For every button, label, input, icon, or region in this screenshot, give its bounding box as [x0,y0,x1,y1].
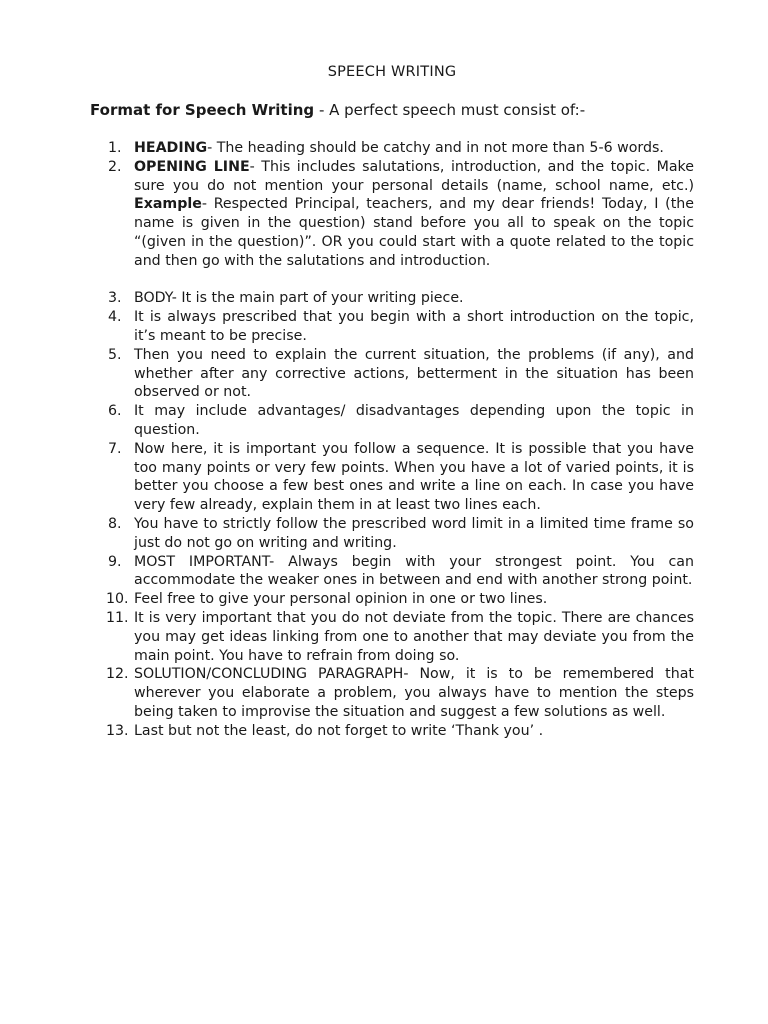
opening-line-term: OPENING LINE [134,158,250,175]
list-item [108,553,694,591]
list-item [108,346,694,402]
heading-text: - The heading should be catchy and in not more than 5-6 words. [207,140,664,156]
list-item-text: It may include advantages/ disadvantages depending upon the topic in question. [134,403,694,438]
list-number: 12. [106,666,129,683]
list-item-heading [108,139,694,158]
list-item-text: SOLUTION/CONCLUDING PARAGRAPH- Now, it is to be remembered that wherever you elaborate a problem, you always have to mention the steps being taken to improvise the situation and suggest a few solutions as well. [134,666,694,720]
list-item [108,402,694,440]
list-number: 6. [108,403,122,420]
list-number: 11. [106,609,129,626]
list-number: 4. [108,309,122,326]
format-heading-rest: - A perfect speech must consist of:- [314,101,586,119]
list-number: 2. [108,158,122,175]
list-number: 10. [106,591,129,608]
list-item [106,665,694,721]
example-term: Example [134,196,202,213]
list-item-text: It is always prescribed that you begin with a short introduction on the topic, it’s meant to be precise. [134,309,694,344]
list-number: 13. [106,722,129,739]
list-item [108,308,694,346]
list-item [108,440,694,515]
document-title: SPEECH WRITING [327,64,457,80]
list-item-text: Feel free to give your personal opinion in one or two lines. [134,591,548,608]
list-number: 3. [108,290,122,307]
instruction-list [106,139,694,741]
list-item-text: Last but not the least, do not forget to write ‘Thank you’ . [134,722,544,739]
list-number: 1. [108,140,122,156]
list-item-text: Then you need to explain the current situation, the problems (if any), and whether after any corrective actions, betterment in the situation has been observed or not. [134,346,694,401]
list-item-text: You have to strictly follow the prescribed word limit in a limited time frame so just do not go on writing and writing. [134,515,694,551]
list-item-text: It is very important that you do not deviate from the topic. There are chances you may get ideas linking from one to another that may deviate you from the main point. You have to refrain from doing so. [134,609,694,664]
list-item-text: MOST IMPORTANT- Always begin with your strongest point. You can accommodate the weaker ones in between and end with another strong point. [134,553,694,589]
example-text: - Respected Principal, teachers, and my dear friends! Today, I (the name is given in the question) stand before you all to speak on the topic “(given in the question)”. OR you could start with a quote related to the topic and then go with the salutations and introduction. [134,196,694,269]
heading-term: HEADING [134,140,208,156]
opening-line-text: - This includes salutations, introduction, and the topic. Make sure you do not mention your personal details (name, school name, etc.) [134,158,694,194]
list-item [108,289,694,308]
list-number: 7. [108,440,122,457]
list-item [106,609,694,665]
list-item-text: BODY- It is the main part of your writing piece. [134,290,464,307]
list-number: 5. [108,346,122,363]
list-number: 8. [108,515,122,532]
list-item [108,515,694,553]
list-item-opening-line [108,158,694,271]
format-heading-bold: Format for Speech Writing [90,101,315,119]
format-heading [90,101,585,119]
list-number: 9. [108,553,122,570]
list-item [106,590,694,609]
list-item [106,722,694,741]
list-item-text: Now here, it is important you follow a sequence. It is possible that you have too many points or very few points. When you have a lot of varied points, it is better you choose a few best ones and write a line on each. In case you have very few already, explain them in at least two lines each. [134,440,694,514]
